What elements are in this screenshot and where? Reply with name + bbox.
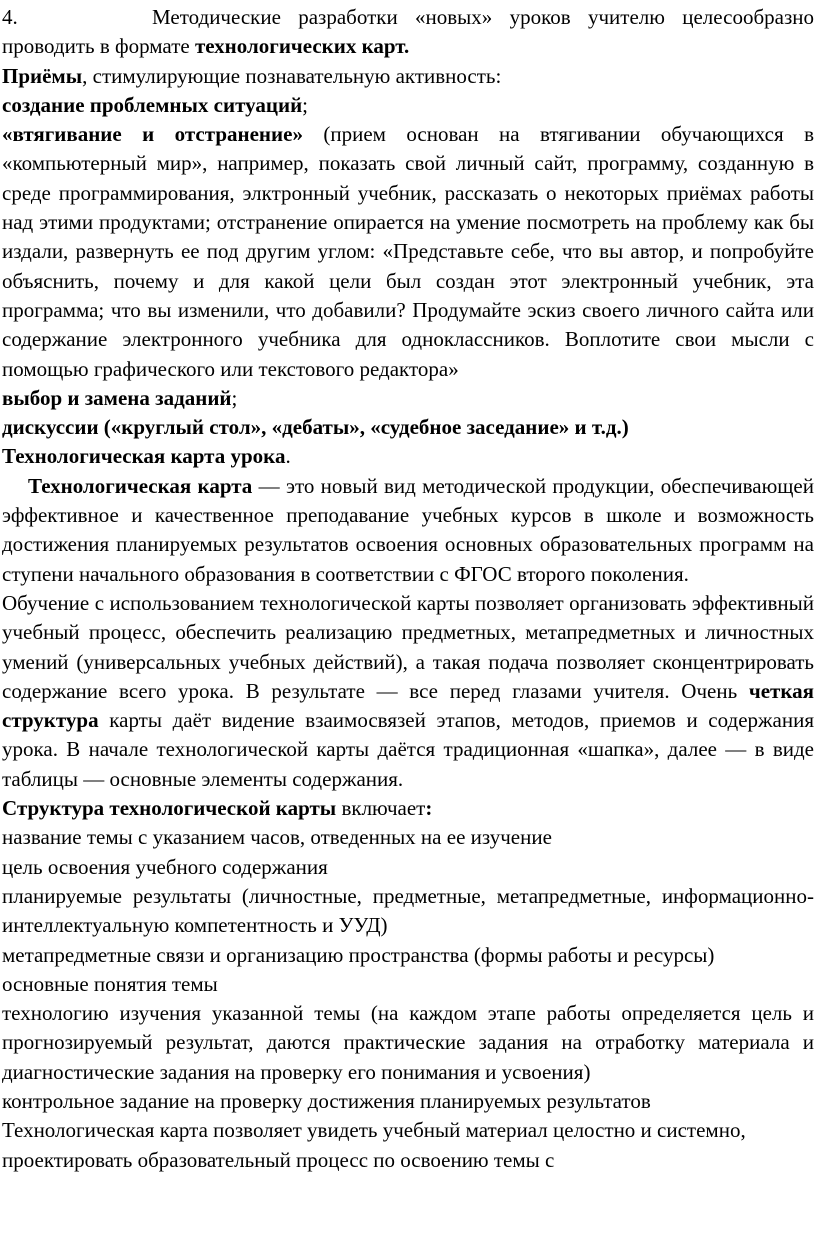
structure-item: основные понятия темы [2,971,218,996]
learning-text-2: карты даёт видение взаимосвязей этапов, методов, приемов и содержания урока. В начале технологической карты даётся традиционная «шапка», далее — в виде таблицы — основные элементы содержания. [2,708,814,791]
structure-item: планируемые результаты (личностные, предметные, метапредметные, информационно-интеллектуальную компетентность и УУД) [2,883,814,938]
item-problem-situations [2,91,814,120]
techniques-heading [2,62,814,91]
item-choice-bold: выбор и замена заданий [2,385,232,410]
item-number: 4. [2,5,18,29]
structure-heading [2,794,814,823]
item-choice-tail: ; [231,385,238,410]
heading-tech-map-bold: Технологическая карта урока [2,444,286,469]
item-problem-tail: ; [302,92,309,117]
structure-item: цель освоения учебного содержания [2,854,328,879]
learning-bold: четкая структура [2,678,814,733]
structure-bold: Структура технологической карты [2,796,337,821]
item-problem-bold: создание проблемных ситуаций [2,92,303,117]
item-choice-tasks [2,384,814,413]
structure-colon: : [425,796,433,821]
structure-item: технологию изучения указанной темы (на каждом этапе работы определяется цель и прогнозируемый результат, даются практические задания на отработку материала и диагностические задания на проверку его понимания и усвоения) [2,1001,814,1084]
intro-bold: технологических карт. [194,34,410,59]
paragraph-closing: Технологическая карта позволяет увидеть учебный материал целостно и системно, проектировать образовательный процесс по освоению темы с [2,1118,746,1172]
structure-text: включает [336,796,426,821]
definition-bold: Технологическая карта [28,473,253,498]
item-pull-and-distance [2,120,814,384]
paragraph-learning [2,589,814,794]
techniques-text: , стимулирующие познавательную активность: [82,63,502,88]
heading-tech-map [2,442,814,471]
structure-item: контрольное задание на проверку достижения планируемых результатов [2,1088,651,1113]
item-pull-bold: «втягивание и отстранение» [2,122,303,147]
techniques-bold: Приёмы [2,63,83,88]
structure-item: метапредметные связи и организацию пространства (формы работы и ресурсы) [2,942,715,967]
definition-text: — это новый вид методической продукции, обеспечивающей эффективное и качественное преподавание учебных курсов в школе и возможность достижения планируемых результатов освоения основных образовательных программ на ступени начального образования в соответствии с ФГОС второго поколения. [2,473,814,586]
item-pull-text: (прием основан на втягивании обучающихся в «компьютерный мир», например, показать свой личный сайт, программу, созданную в среде программирования, элктронный учебник, рассказать о некоторых приёмах работы над этими продуктами; отстранение опирается на умение посмотреть на проблему как бы издали, развернуть ее под другим углом: «Представьте себе, что вы автор, и попробуйте объяснить, почему и для какой цели был создан этот электронный учебник, эта программа; что вы изменили, что добавили? Продумайте эскиз своего личного сайта или содержание электронного учебника для одноклассников. Воплотите свои мысли с помощью графического или текстового редактора» [2,122,814,381]
item-discuss-bold: дискуссии («круглый стол», «дебаты», «судебное заседание» и т.д.) [2,415,629,440]
intro-text: Методические разработки «новых» уроков учителю целесообразно проводить в формате [2,5,814,59]
learning-text-1: Обучение с использованием технологической карты позволяет организовать эффективный учебный процесс, обеспечить реализацию предметных, метапредметных и личностных умений (универсальных учебных действий), а такая подача позволяет сконцентрировать содержание всего урока. В результате — все перед глазами учителя. Очень [2,590,814,703]
item-discussions [2,413,814,442]
structure-item: название темы с указанием часов, отведенных на ее изучение [2,825,552,850]
heading-tech-map-tail: . [285,444,291,469]
paragraph-definition [2,472,814,589]
paragraph-intro [2,3,814,62]
